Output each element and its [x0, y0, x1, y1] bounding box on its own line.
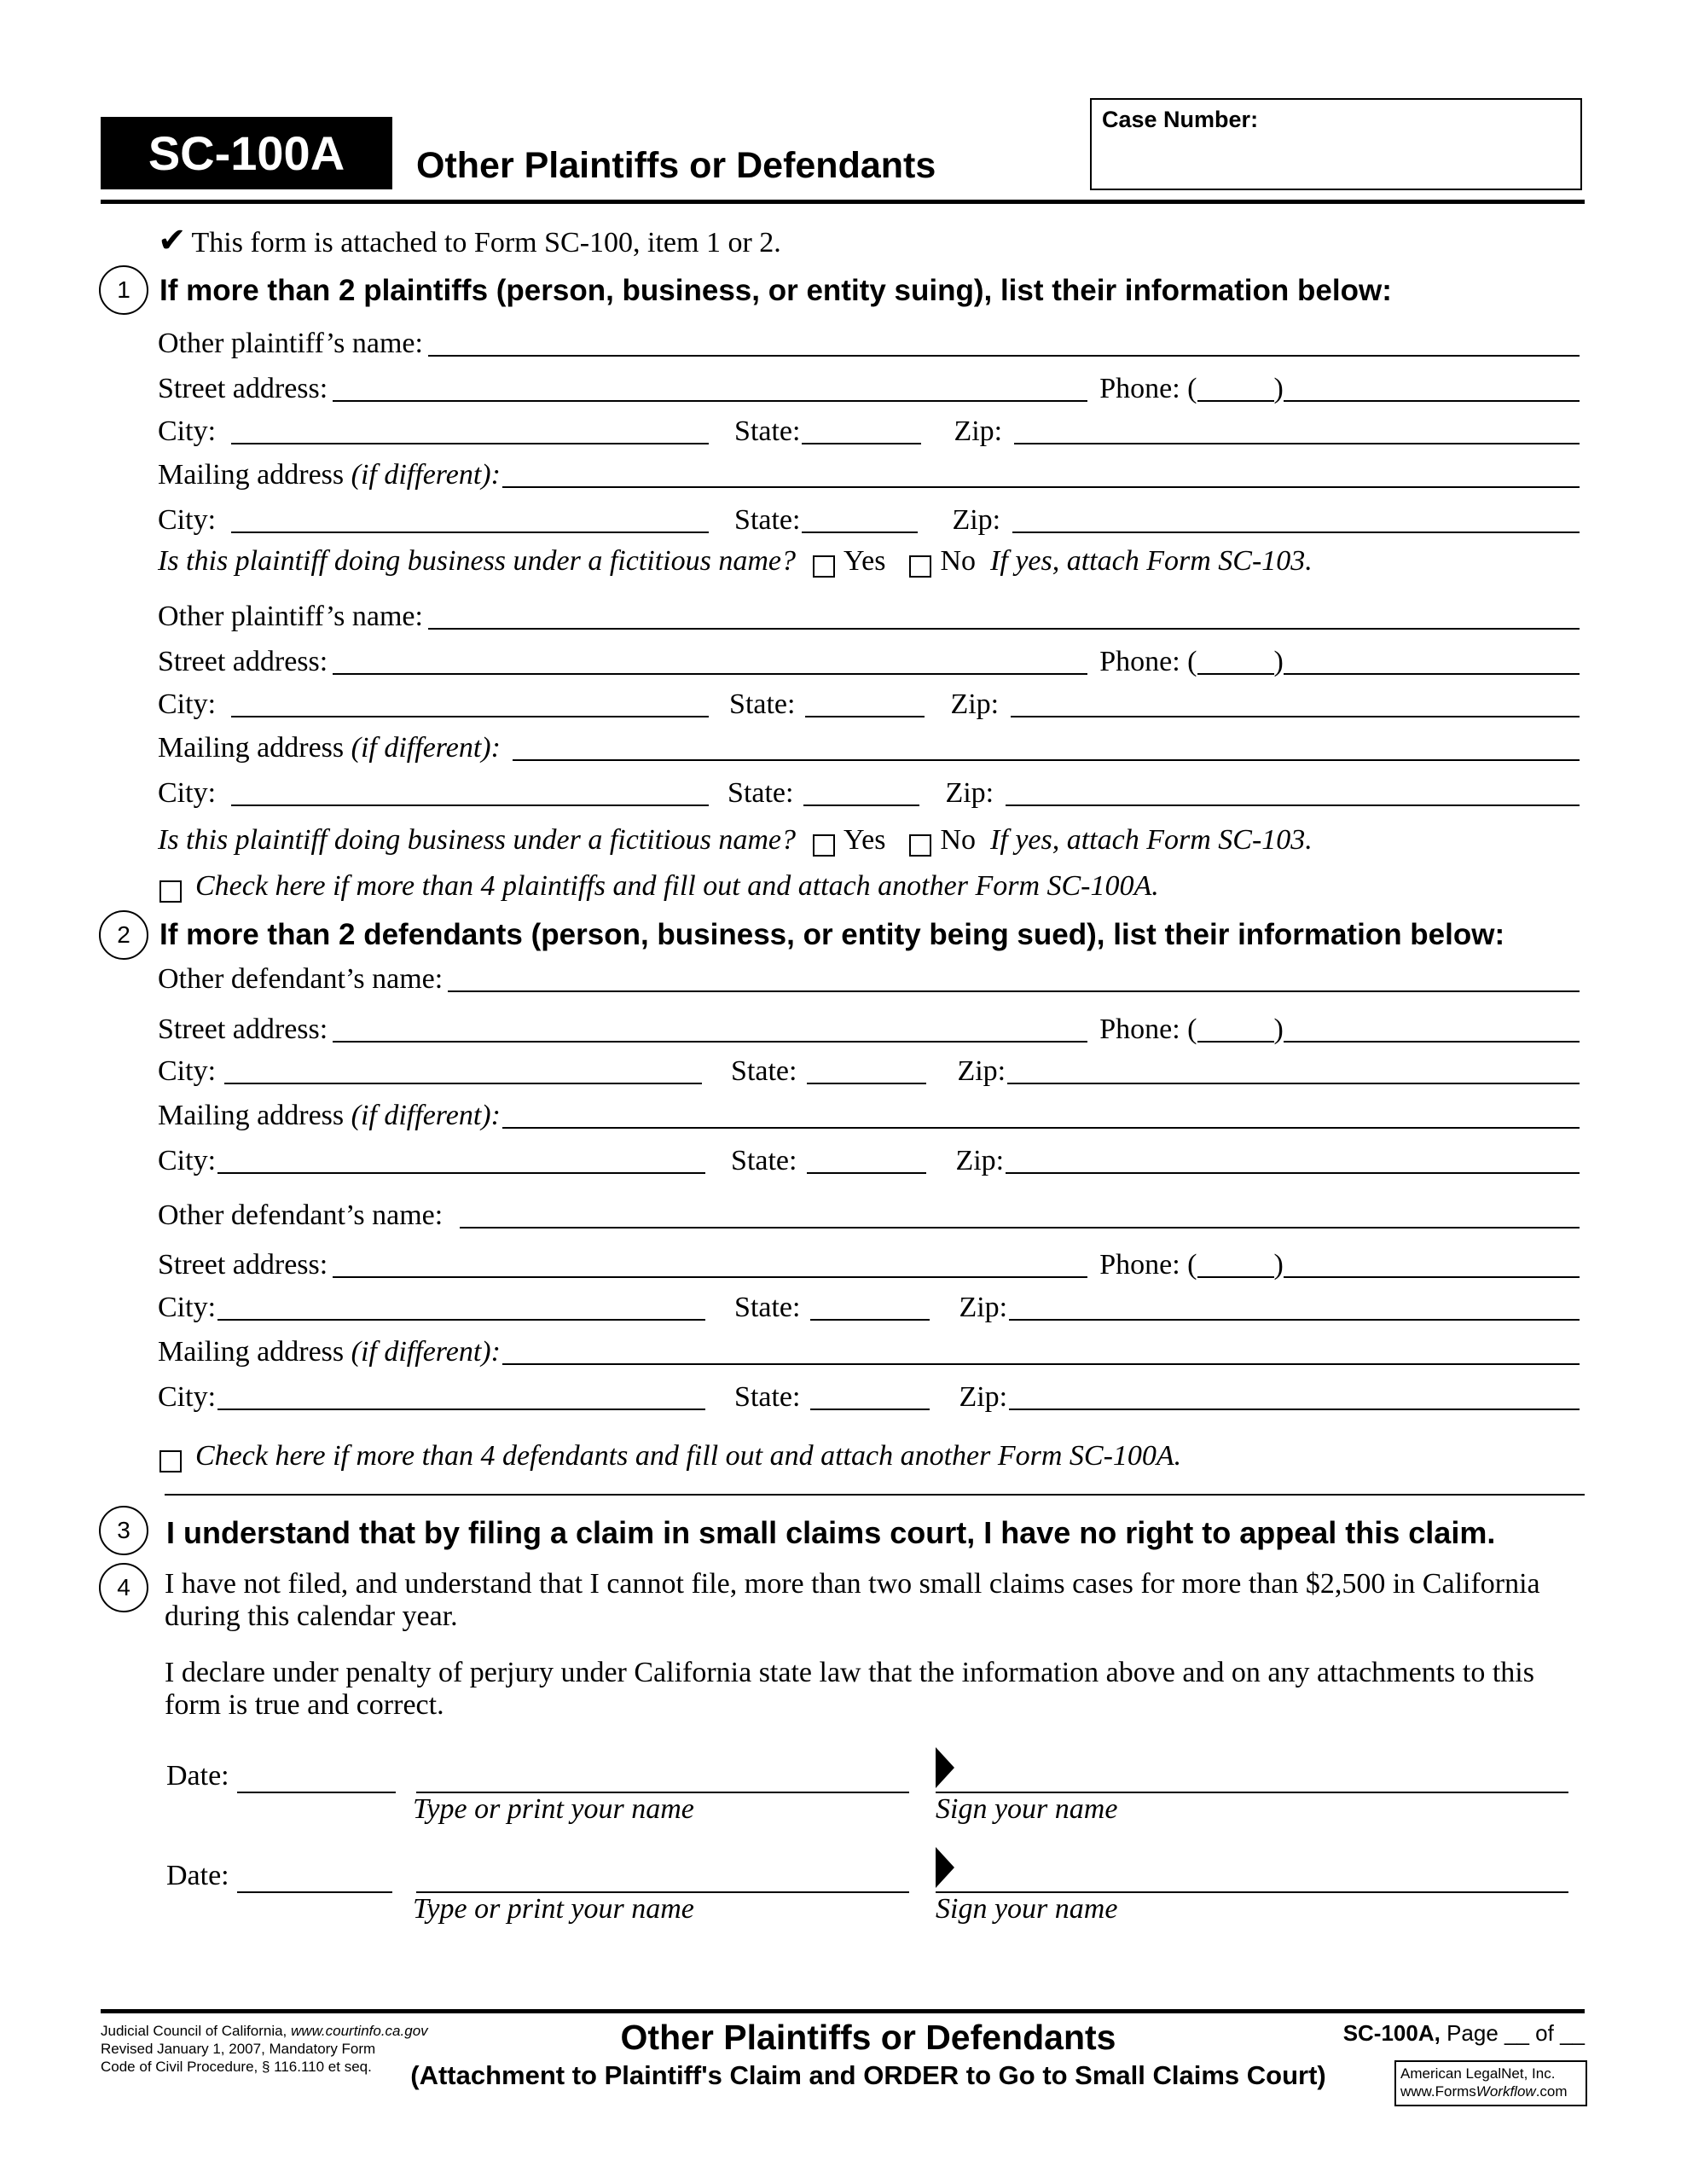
section-divider — [165, 1494, 1585, 1496]
declaration-text: I declare under penalty of perjury under California state law that the information above and on any attachments to this form is true and correct. — [165, 1657, 1534, 1721]
plaintiff-1-zip-field[interactable] — [1014, 415, 1580, 444]
plaintiff-2-mailing-row: Mailing address (if different): — [158, 727, 1585, 768]
date-field-2[interactable] — [237, 1891, 392, 1893]
plaintiff-1-phone-field[interactable] — [1284, 373, 1580, 402]
defendant-2-phone-field[interactable] — [1284, 1249, 1580, 1278]
date-label-2: Date: — [166, 1860, 229, 1891]
more-plaintiffs-row: Check here if more than 4 plaintiffs and fill out and attach another Form SC-100A. — [158, 865, 1585, 906]
date-field-1[interactable] — [237, 1792, 396, 1793]
plaintiff-1-area-code-field[interactable] — [1197, 373, 1274, 402]
sign-name-caption-1: Sign your name — [936, 1793, 1118, 1825]
plaintiff-2-mail-zip-field[interactable] — [1006, 777, 1580, 806]
sign-arrow-icon-2 — [936, 1847, 954, 1888]
plaintiff-2-mailing-field[interactable] — [513, 732, 1580, 761]
plaintiff-2-mail-state-field[interactable] — [803, 777, 919, 806]
plaintiff-1-fictitious-row: Is this plaintiff doing business under a fictitious name? Yes No If yes, attach Form SC-103. — [158, 545, 1313, 577]
sign-arrow-icon-1 — [936, 1747, 954, 1788]
more-defendants-row: Check here if more than 4 defendants and fill out and attach another Form SC-100A. — [158, 1435, 1585, 1476]
defendant-1-mail-city-row: City: State: Zip: — [158, 1140, 1585, 1181]
defendant-1-phone-field[interactable] — [1284, 1014, 1580, 1043]
defendant-1-city-field[interactable] — [224, 1055, 702, 1084]
defendant-2-mail-zip-field[interactable] — [1009, 1381, 1580, 1410]
print-name-caption-2: Type or print your name — [413, 1893, 694, 1925]
plaintiff-2-name-row: Other plaintiff’s name: — [158, 595, 1585, 636]
plaintiff-1-city-field[interactable] — [231, 415, 709, 444]
defendant-2-name-field[interactable] — [460, 1199, 1580, 1228]
plaintiff-2-no-checkbox[interactable] — [909, 834, 931, 857]
defendant-2-zip-field[interactable] — [1009, 1292, 1580, 1321]
print-name-caption-1: Type or print your name — [413, 1793, 694, 1825]
form-title: Other Plaintiffs or Defendants — [416, 145, 936, 186]
plaintiff-1-mail-zip-field[interactable] — [1012, 504, 1580, 533]
defendant-2-mailing-row: Mailing address (if different): — [158, 1331, 1585, 1372]
plaintiff-2-street-row: Street address: Phone: ( ) — [158, 641, 1585, 682]
plaintiff-1-mailing-field[interactable] — [502, 459, 1580, 488]
plaintiff-1-mail-state-field[interactable] — [802, 504, 918, 533]
case-number-label: Case Number: — [1102, 107, 1259, 132]
defendant-2-area-code-field[interactable] — [1197, 1249, 1274, 1278]
plaintiff-1-mail-city-field[interactable] — [231, 504, 709, 533]
defendant-2-mail-state-field[interactable] — [810, 1381, 930, 1410]
section-4-text: I have not filed, and understand that I cannot file, more than two small claims cases for more than $2,500 in California during this calendar year. — [165, 1568, 1540, 1632]
plaintiff-2-mail-city-field[interactable] — [231, 777, 709, 806]
defendant-1-state-field[interactable] — [807, 1055, 926, 1084]
plaintiff-1-street-row: Street address: Phone: ( ) — [158, 368, 1585, 409]
plaintiff-2-area-code-field[interactable] — [1197, 646, 1274, 675]
footer-page-indicator: SC-100A, Page __ of __ — [1342, 2020, 1585, 2046]
defendant-2-mail-city-row: City: State: Zip: — [158, 1376, 1585, 1417]
attached-text: This form is attached to Form SC-100, item 1 or 2. — [191, 227, 781, 258]
defendant-2-city-field[interactable] — [217, 1292, 705, 1321]
defendant-1-mail-city-field[interactable] — [217, 1145, 705, 1174]
plaintiff-2-city-field[interactable] — [231, 688, 709, 717]
footer-subtitle: (Attachment to Plaintiff's Claim and ORDER to Go to Small Claims Court) — [410, 2060, 1326, 2090]
section-2-number: 2 — [99, 910, 148, 960]
plaintiff-2-fictitious-row: Is this plaintiff doing business under a fictitious name? Yes No If yes, attach Form SC-103. — [158, 824, 1313, 856]
defendant-1-street-row: Street address: Phone: ( ) — [158, 1008, 1585, 1049]
plaintiff-1-yes-checkbox[interactable] — [813, 555, 835, 578]
section-1-heading: If more than 2 plaintiffs (person, business, or entity suing), list their information below: — [159, 274, 1392, 307]
attached-notice — [158, 220, 781, 260]
plaintiff-1-street-field[interactable] — [333, 373, 1087, 402]
plaintiff-1-mailing-row: Mailing address (if different): — [158, 454, 1585, 495]
checkmark-icon: ✔ — [158, 221, 187, 259]
defendant-1-city-row: City: State: Zip: — [158, 1050, 1585, 1091]
more-plaintiffs-checkbox[interactable] — [159, 880, 182, 903]
defendant-2-name-row: Other defendant’s name: — [158, 1194, 1585, 1235]
sign-name-caption-2: Sign your name — [936, 1893, 1118, 1925]
defendant-2-mail-city-field[interactable] — [217, 1381, 705, 1410]
plaintiff-2-state-field[interactable] — [805, 688, 925, 717]
plaintiff-2-zip-field[interactable] — [1011, 688, 1580, 717]
plaintiff-1-city-row: City: State: Zip: — [158, 410, 1585, 451]
plaintiff-2-street-field[interactable] — [333, 646, 1087, 675]
plaintiff-1-state-field[interactable] — [802, 415, 921, 444]
defendant-1-mailing-field[interactable] — [502, 1100, 1580, 1129]
plaintiff-2-name-field[interactable] — [428, 601, 1580, 630]
form-id-badge: SC-100A — [101, 117, 392, 189]
defendant-2-street-row: Street address: Phone: ( ) — [158, 1244, 1585, 1285]
defendant-1-name-row: Other defendant’s name: — [158, 958, 1585, 999]
defendant-2-mailing-field[interactable] — [502, 1336, 1580, 1365]
case-number-field[interactable] — [1090, 98, 1582, 190]
section-1-number: 1 — [99, 265, 148, 315]
defendant-1-mailing-row: Mailing address (if different): — [158, 1095, 1585, 1136]
date-label-1: Date: — [166, 1760, 229, 1792]
plaintiff-1-name-row: Other plaintiff’s name: — [158, 322, 1585, 363]
defendant-1-mail-state-field[interactable] — [807, 1145, 926, 1174]
plaintiff-1-no-checkbox[interactable] — [909, 555, 931, 578]
footer-citation: Judicial Council of California, www.courtinfo.ca.gov Revised January 1, 2007, Mandatory Form Code of Civil Procedure, § 116.110 et seq. — [101, 2023, 428, 2075]
section-2-heading: If more than 2 defendants (person, business, or entity being sued), list their information below: — [159, 918, 1505, 951]
defendant-1-zip-field[interactable] — [1007, 1055, 1580, 1084]
defendant-2-street-field[interactable] — [333, 1249, 1087, 1278]
defendant-2-city-row: City: State: Zip: — [158, 1287, 1585, 1327]
plaintiff-2-yes-checkbox[interactable] — [813, 834, 835, 857]
plaintiff-2-city-row: City: State: Zip: — [158, 683, 1585, 724]
section-4-number: 4 — [99, 1563, 148, 1612]
footer-rule — [101, 2009, 1585, 2013]
plaintiff-1-mail-city-row: City: State: Zip: — [158, 499, 1585, 540]
footer-title: Other Plaintiffs or Defendants — [620, 2018, 1116, 2057]
section-3-text: I understand that by filing a claim in small claims court, I have no right to appeal this claim. — [166, 1515, 1496, 1550]
defendant-1-area-code-field[interactable] — [1197, 1014, 1274, 1043]
plaintiff-2-phone-field[interactable] — [1284, 646, 1580, 675]
footer-url: www.courtinfo.ca.gov — [291, 2023, 428, 2039]
defendant-1-mail-zip-field[interactable] — [1006, 1145, 1580, 1174]
section-3-number: 3 — [99, 1506, 148, 1555]
header-rule — [101, 200, 1585, 204]
vendor-box: American LegalNet, Inc. www.FormsWorkflow.com — [1394, 2060, 1587, 2106]
plaintiff-2-mail-city-row: City: State: Zip: — [158, 772, 1585, 813]
plaintiff-1-name-field[interactable] — [428, 328, 1580, 357]
defendant-2-state-field[interactable] — [810, 1292, 930, 1321]
defendant-1-name-field[interactable] — [448, 963, 1580, 992]
more-defendants-checkbox[interactable] — [159, 1450, 182, 1472]
defendant-1-street-field[interactable] — [333, 1014, 1087, 1043]
